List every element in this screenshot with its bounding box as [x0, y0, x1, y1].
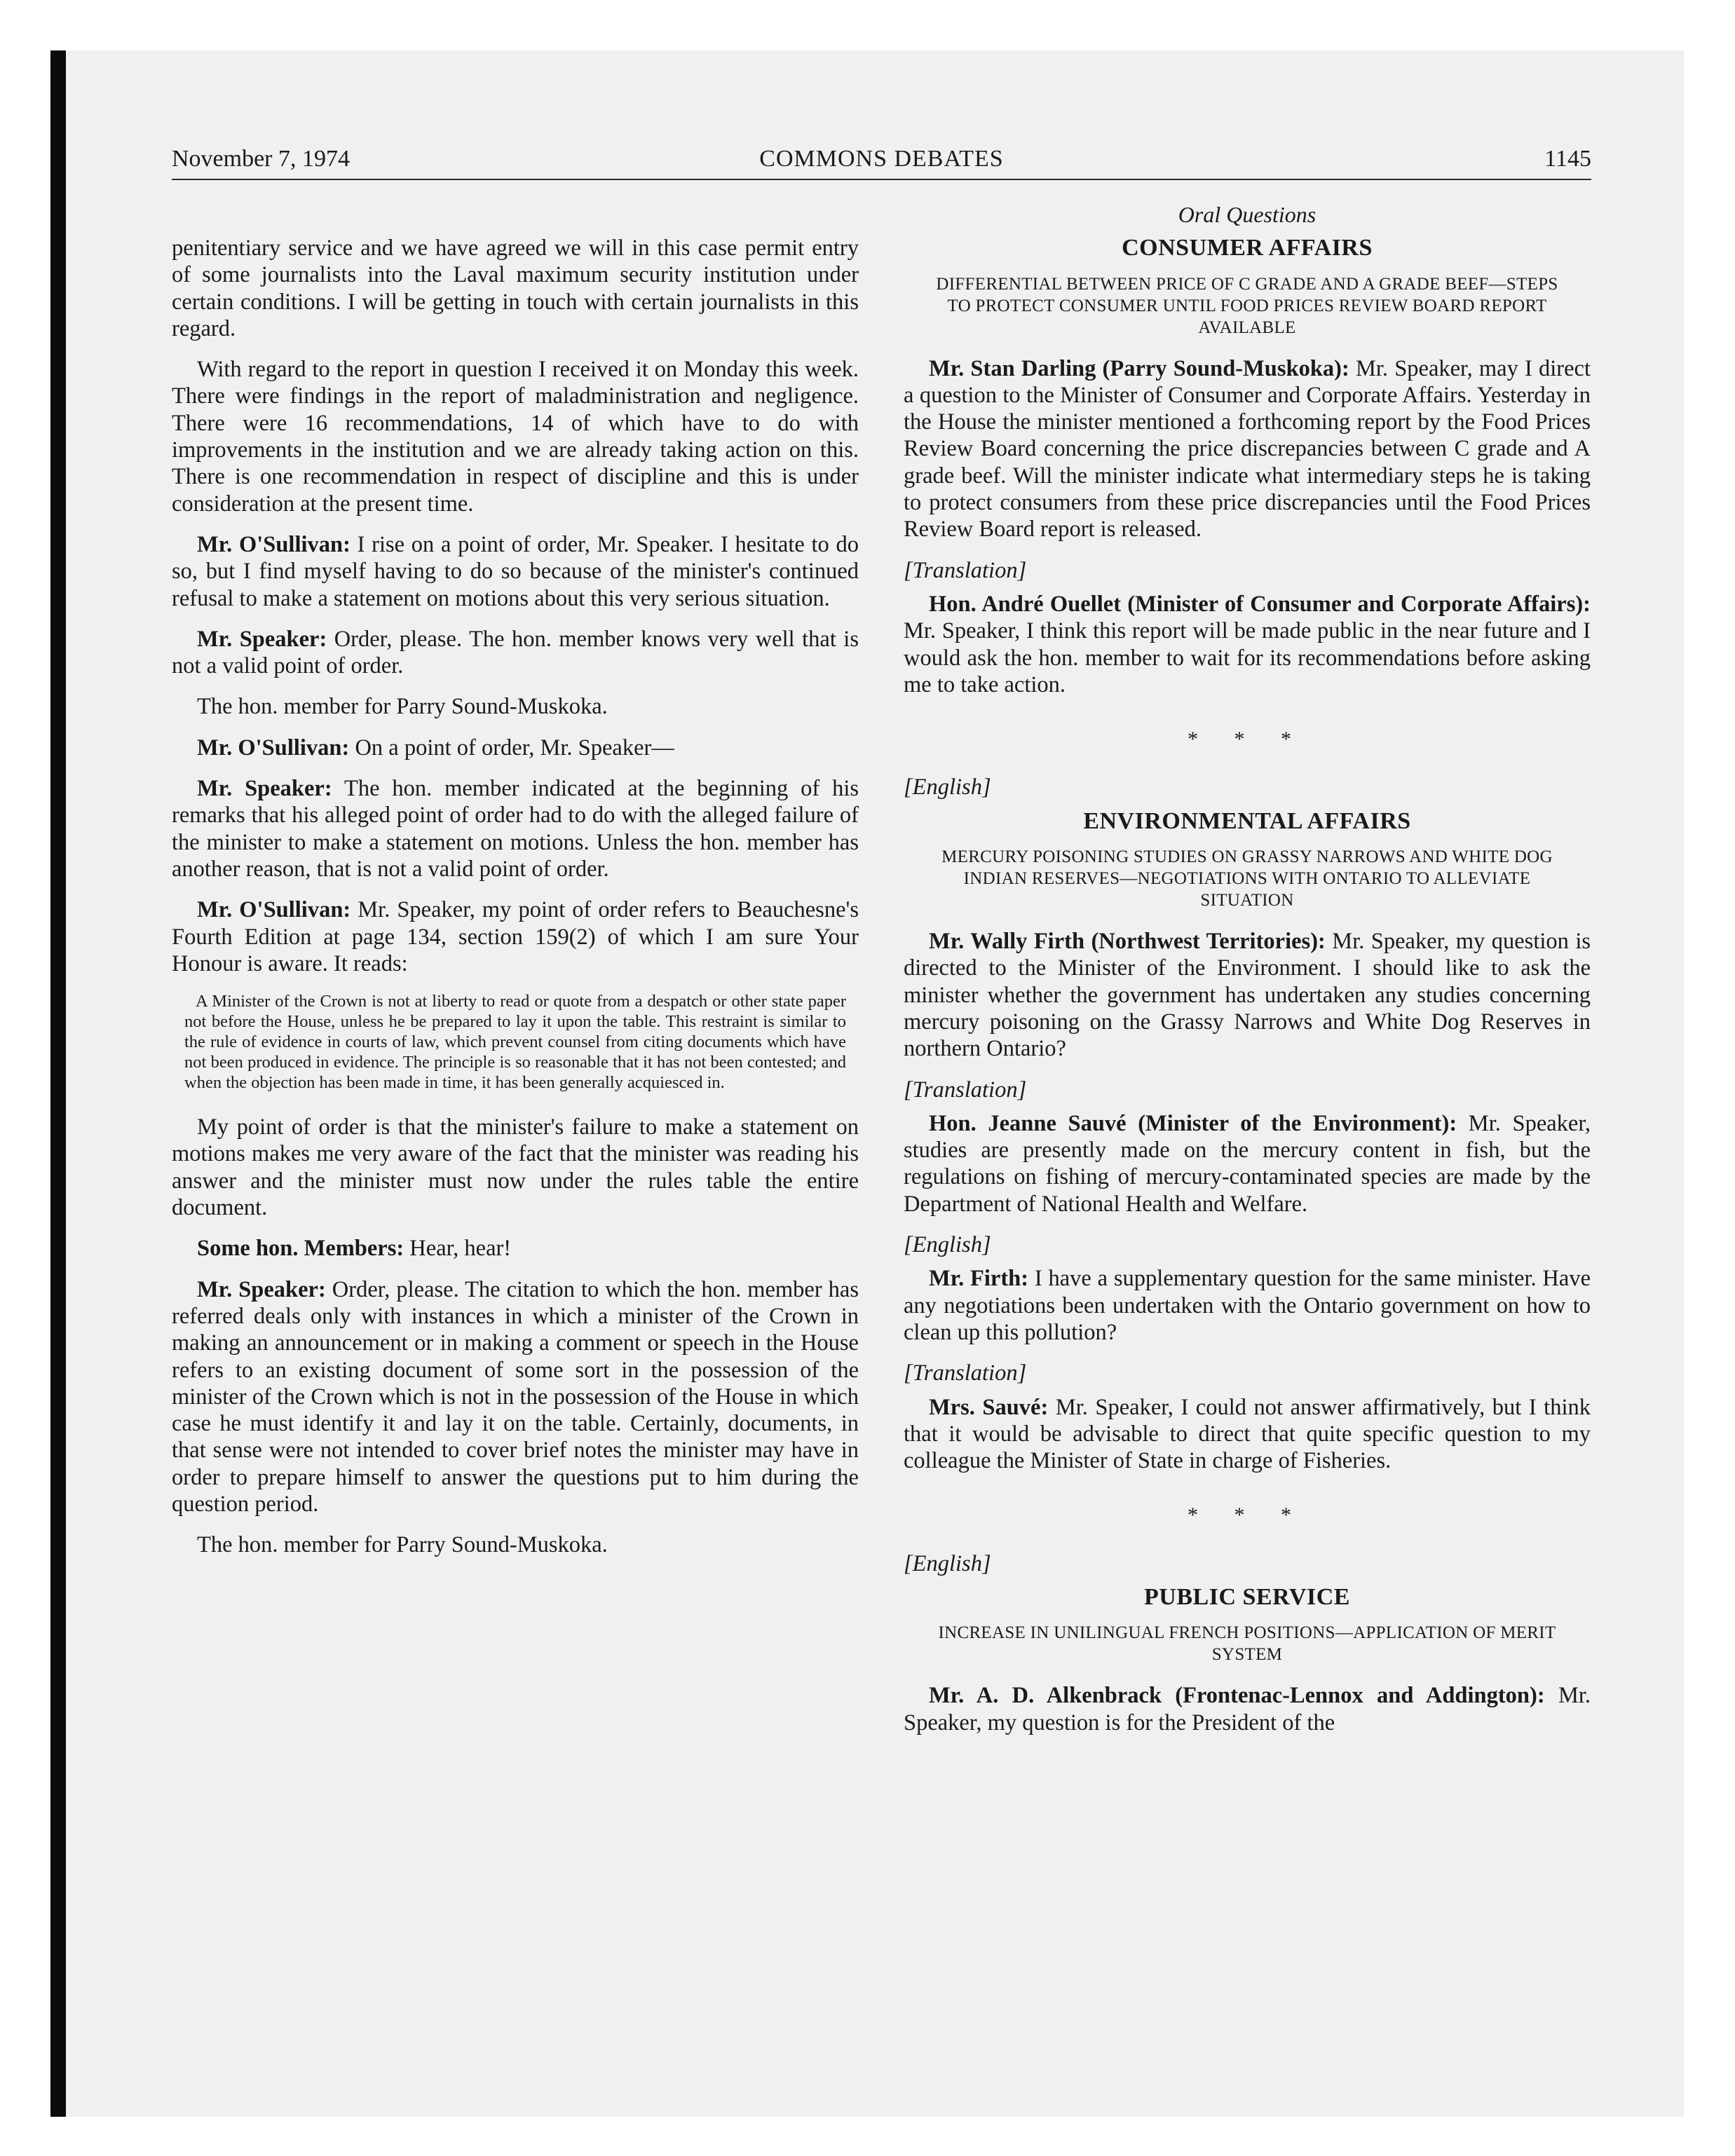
header-date: November 7, 1974 — [172, 146, 351, 172]
speech — [172, 775, 859, 882]
speaker-name: Mr. Wally Firth (Northwest Territories): — [929, 929, 1326, 955]
section-heading: ENVIRONMENTAL AFFAIRS — [1083, 807, 1411, 834]
page-number: 1145 — [1544, 146, 1591, 172]
section-divider: * * * — [1188, 1503, 1307, 1527]
speech — [172, 1276, 859, 1518]
speaker-name: Hon. André Ouellet (Minister of Consumer and Corporate Affairs): — [929, 591, 1591, 617]
speech — [904, 591, 1591, 698]
speaker-name: Hon. Jeanne Sauvé (Minister of the Environment): — [929, 1110, 1457, 1136]
language-marker: [English] — [904, 1232, 991, 1258]
speaker-name: Mr. Stan Darling (Parry Sound-Muskoka): — [929, 355, 1349, 381]
speaker-name: Some hon. Members: — [197, 1236, 404, 1262]
speaker-name: Mr. Firth: — [929, 1266, 1029, 1292]
speech — [904, 1110, 1591, 1217]
language-marker: [English] — [904, 775, 991, 800]
speech-text: Mr. Speaker, my question is directed to the Minister of the Environment. I should like to ask the minister whether the government has undertaken any studies concerning mercury poisoning on the Grassy Narrows and White Dog Reserves in northern Ontario? — [904, 929, 1591, 1062]
paragraph: With regard to the report in question I received it on Monday this week. There were findings in the report of maladministration and negligence. There were 16 recommendations, 14 of which have to do with improvements in the institution and we are already taking action on this. There is one recommendation in respect of discipline and this is under consideration at the present time. — [172, 357, 859, 517]
running-header — [172, 144, 1591, 180]
speaker-name: Mrs. Sauvé: — [929, 1394, 1049, 1420]
speaker-name: Mr. O'Sullivan: — [197, 735, 350, 760]
section-label: Oral Questions — [1178, 202, 1316, 227]
speech-text: Mr. Speaker, I think this report will be made public in the near future and I would ask the hon. member to wait for its recommendations before asking me to take action. — [904, 618, 1591, 697]
speaker-name: Mr. Speaker: — [197, 776, 332, 802]
speech-text: On a point of order, Mr. Speaker— — [349, 735, 674, 760]
language-marker: [Translation] — [904, 557, 1027, 583]
speech-text: Mr. Speaker, my question is for the President of the — [904, 1683, 1591, 1735]
section-heading: CONSUMER AFFAIRS — [1122, 235, 1373, 261]
speech — [172, 735, 859, 761]
speech — [904, 1265, 1591, 1346]
binding-shadow — [50, 50, 66, 2117]
section-divider: * * * — [1188, 728, 1307, 751]
subheading: DIFFERENTIAL BETWEEN PRICE OF C GRADE AND A GRADE BEEF—STEPS TO PROTECT CONSUMER UNTIL FOOD PRICES REVIEW BOARD REPORT AVAILABLE — [936, 274, 1558, 337]
speech-text: I rise on a point of order, Mr. Speaker. I hesitate to do so, but I find myself having to do so because of the minister's continued refusal to make a statement on motions about this very serious situation. — [172, 531, 859, 611]
speech — [904, 1682, 1591, 1736]
speaker-name: Mr. O'Sullivan: — [197, 531, 351, 557]
subheading: MERCURY POISONING STUDIES ON GRASSY NARROWS AND WHITE DOG INDIAN RESERVES—NEGOTIATIONS WITH ONTARIO TO ALLEVIATE SITUATION — [941, 847, 1553, 910]
speech — [172, 896, 859, 977]
subheading: INCREASE IN UNILINGUAL FRENCH POSITIONS—APPLICATION OF MERIT SYSTEM — [938, 1623, 1556, 1665]
document-page — [172, 144, 1591, 2036]
speaker-name: Mr. Speaker: — [197, 626, 327, 652]
paragraph: penitentiary service and we have agreed we will in this case permit entry of some journalists into the Laval maximum security institution under certain conditions. I will be getting in touch with certain journalists in this regard. — [172, 236, 859, 341]
block-quote: A Minister of the Crown is not at liberty to read or quote from a despatch or other state paper not before the House, unless he be prepared to lay it upon the table. This restraint is similar to the rule of evidence in courts of law, which prevent counsel from citing documents which have not been produced in evidence. The principle is so reasonable that it has not been contested; and when the objection has been made in time, it has been generally acquiesced in. — [184, 992, 846, 1093]
speech-text: The hon. member indicated at the beginning of his remarks that his alleged point of order had to do with the alleged failure of the minister to make a statement on motions. Unless the hon. member has another reason, that is not a valid point of order. — [172, 776, 859, 882]
left-column — [172, 235, 859, 1573]
speech — [904, 928, 1591, 1062]
speech — [172, 531, 859, 612]
speaker-name: Mr. Speaker: — [197, 1276, 326, 1302]
speech-text: Order, please. The citation to which the hon. member has referred deals only with instances in which a minister of the Crown in making an announcement or in making a comment or speech in the House refers to an existing document of some sort in the possession of the minister of the Crown which is not in the possession of the House in which case he must identify it and lay it on the table. Certainly, documents, in that sense were not intended to cover brief notes the minister may have in order to prepare himself to answer the questions put to him during the question period. — [172, 1276, 859, 1517]
speech — [172, 626, 859, 680]
speaker-name: Mr. O'Sullivan: — [197, 897, 351, 923]
section-heading: PUBLIC SERVICE — [1144, 1583, 1350, 1610]
speech-text: Mr. Speaker, I could not answer affirmatively, but I think that it would be advisable to direct that quite specific question to my colleague the Minister of State in charge of Fisheries. — [904, 1394, 1591, 1474]
right-column — [904, 201, 1591, 1750]
paragraph: My point of order is that the minister's failure to make a statement on motions makes me very aware of the fact that the minister was reading his answer and the minister must now under the rules table the entire document. — [172, 1114, 859, 1221]
language-marker: [English] — [904, 1550, 991, 1576]
speech-text: Mr. Speaker, may I direct a question to the Minister of Consumer and Corporate Affairs. Yesterday in the House the minister mentioned a forthcoming report by the Food Prices Review Board concerning the price discrepancies between C grade and A grade beef. Will the minister indicate what intermediary steps he is taking to protect consumers from these price discrepancies until the Food Prices Review Board report is released. — [904, 355, 1591, 543]
paragraph: The hon. member for Parry Sound-Muskoka. — [197, 1532, 608, 1558]
language-marker: [Translation] — [904, 1360, 1027, 1386]
speech-text: Mr. Speaker, my point of order refers to Beauchesne's Fourth Edition at page 134, section 159(2) of which I am sure Your Honour is aware. It reads: — [172, 897, 859, 976]
language-marker: [Translation] — [904, 1077, 1027, 1103]
speech — [904, 1394, 1591, 1475]
speech-text: I have a supplementary question for the same minister. Have any negotiations been undertaken with the Ontario government on how to clean up this pollution? — [904, 1266, 1591, 1345]
paragraph: The hon. member for Parry Sound-Muskoka. — [197, 694, 608, 720]
speaker-name: Mr. A. D. Alkenbrack (Frontenac-Lennox and Addington): — [929, 1683, 1545, 1709]
speech-text: Order, please. The hon. member knows very well that is not a valid point of order. — [172, 626, 859, 679]
speech-text: Mr. Speaker, studies are presently made on the mercury content in fish, but the regulations on fishing of mercury-contaminated species are made by the Department of National Health and Welfare. — [904, 1110, 1591, 1217]
speech — [172, 1235, 859, 1262]
speech — [904, 355, 1591, 543]
speech-text: Hear, hear! — [404, 1236, 512, 1262]
header-publication: COMMONS DEBATES — [759, 146, 1004, 172]
